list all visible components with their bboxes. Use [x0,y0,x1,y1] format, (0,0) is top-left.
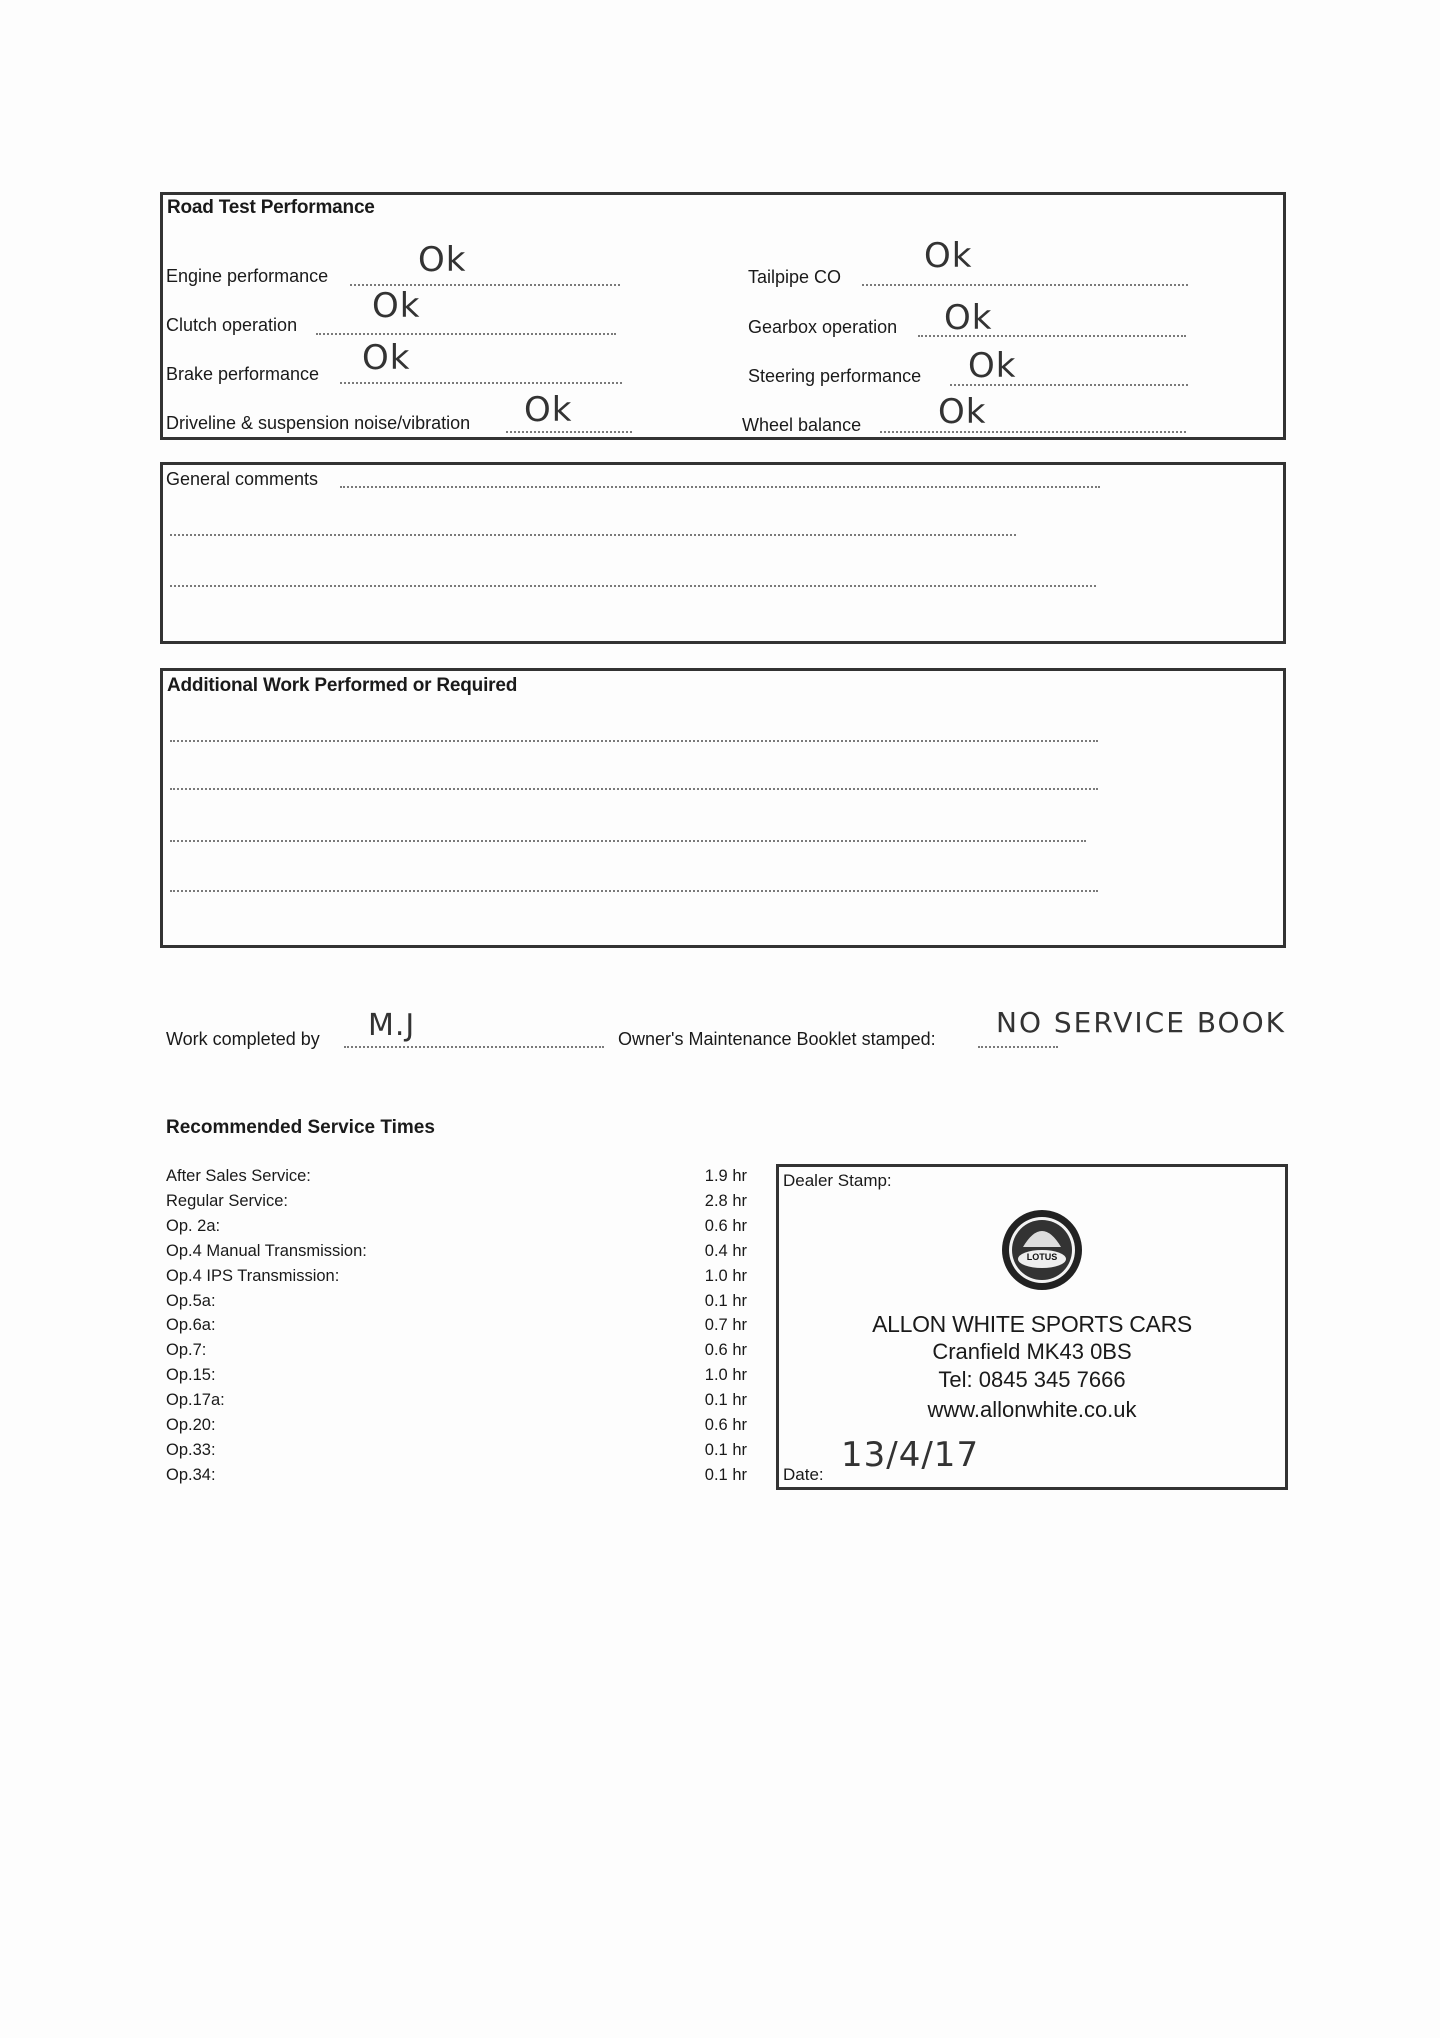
lotus-logo-text: LOTUS [1026,1252,1058,1262]
service-op-time: 0.4 hr [704,1241,747,1260]
field-label: Gearbox operation [748,317,898,337]
work-line [170,840,1086,842]
field-label: Clutch operation [166,315,298,335]
service-op-name: Op.15: [166,1366,216,1385]
service-op-name: Regular Service: [166,1191,288,1210]
road-test-title: Road Test Performance [167,197,375,218]
handwritten-brake-performance: Ok [362,338,411,378]
handwritten-gearbox-operation: Ok [944,298,993,338]
handwritten-stamp-date: 13/4/17 [841,1435,980,1475]
answer-line [880,431,1186,433]
field-label: Tailpipe CO [748,267,842,287]
service-op-time: 0.7 hr [704,1316,747,1335]
service-op-name: After Sales Service: [166,1167,311,1185]
comment-line [170,534,1016,536]
additional-work-title: Additional Work Performed or Required [167,675,518,696]
handwritten-steering-performance: Ok [968,346,1017,386]
service-times-heading: Recommended Service Times [166,1117,435,1138]
dealer-phone: Tel: 0845 345 7666 [938,1367,1126,1392]
answer-line [506,431,632,433]
work-line [170,890,1098,892]
service-op-time: 1.9 hr [704,1167,747,1185]
service-op-name: Op.6a: [166,1316,216,1335]
answer-line [340,382,622,384]
general-comments-box [160,462,1286,644]
service-op-time: 1.0 hr [704,1366,747,1385]
answer-line [862,284,1188,286]
dealer-address-block [779,1311,1285,1431]
answer-line [316,333,616,335]
service-op-time: 0.1 hr [704,1465,747,1484]
service-op-time: 0.1 hr [704,1391,747,1410]
service-op-time: 0.6 hr [704,1341,747,1360]
handwritten-engine-performance: Ok [418,240,467,280]
handwritten-work-completed-by: M.J [368,1008,416,1043]
additional-work-box [160,668,1286,948]
handwritten-driveline-suspension: Ok [524,390,573,430]
service-op-name: Op.4 Manual Transmission: [166,1241,367,1260]
service-op-name: Op.4 IPS Transmission: [166,1266,340,1285]
service-op-time: 0.1 hr [704,1440,747,1459]
field-label: Brake performance [166,364,320,384]
comment-line [340,486,1100,488]
service-op-name: Op.7: [166,1341,207,1360]
field-label: Engine performance [166,266,329,286]
dealer-stamp-label: Dealer Stamp: [783,1171,892,1190]
work-line [170,788,1098,790]
answer-line [978,1046,1058,1048]
service-op-time: 1.0 hr [704,1266,747,1285]
service-op-time: 2.8 hr [704,1191,747,1210]
handwritten-tailpipe-co: Ok [924,236,973,276]
dealer-stamp-box [776,1164,1288,1490]
field-label: Wheel balance [742,415,862,435]
field-label: Work completed by [166,1029,320,1049]
handwritten-booklet-stamped: NO SERVICE BOOK [996,1006,1286,1039]
service-op-name: Op.33: [166,1440,216,1459]
work-line [170,740,1098,742]
handwritten-wheel-balance: Ok [938,392,987,432]
field-label: General comments [166,469,319,489]
answer-line [344,1046,604,1048]
stamp-date-label: Date: [783,1465,824,1484]
field-label: Owner's Maintenance Booklet stamped: [618,1029,936,1049]
dealer-name: ALLON WHITE SPORTS CARS [872,1311,1192,1337]
dealer-website: www.allonwhite.co.uk [927,1397,1137,1422]
service-op-name: Op.17a: [166,1391,225,1410]
service-op-name: Op.5a: [166,1291,216,1310]
handwritten-clutch-operation: Ok [372,286,421,326]
road-test-box [160,192,1286,440]
service-op-time: 0.6 hr [704,1216,747,1235]
dealer-address: Cranfield MK43 0BS [932,1339,1132,1364]
lotus-logo-icon [1001,1209,1083,1291]
service-op-name: Op. 2a: [166,1216,221,1235]
service-op-name: Op.34: [166,1465,216,1484]
service-op-time: 0.6 hr [704,1416,747,1434]
field-label: Steering performance [748,366,922,386]
service-op-time: 0.1 hr [704,1291,747,1310]
comment-line [170,585,1096,587]
field-label: Driveline & suspension noise/vibration [166,413,471,433]
service-op-name: Op.20: [166,1416,216,1434]
